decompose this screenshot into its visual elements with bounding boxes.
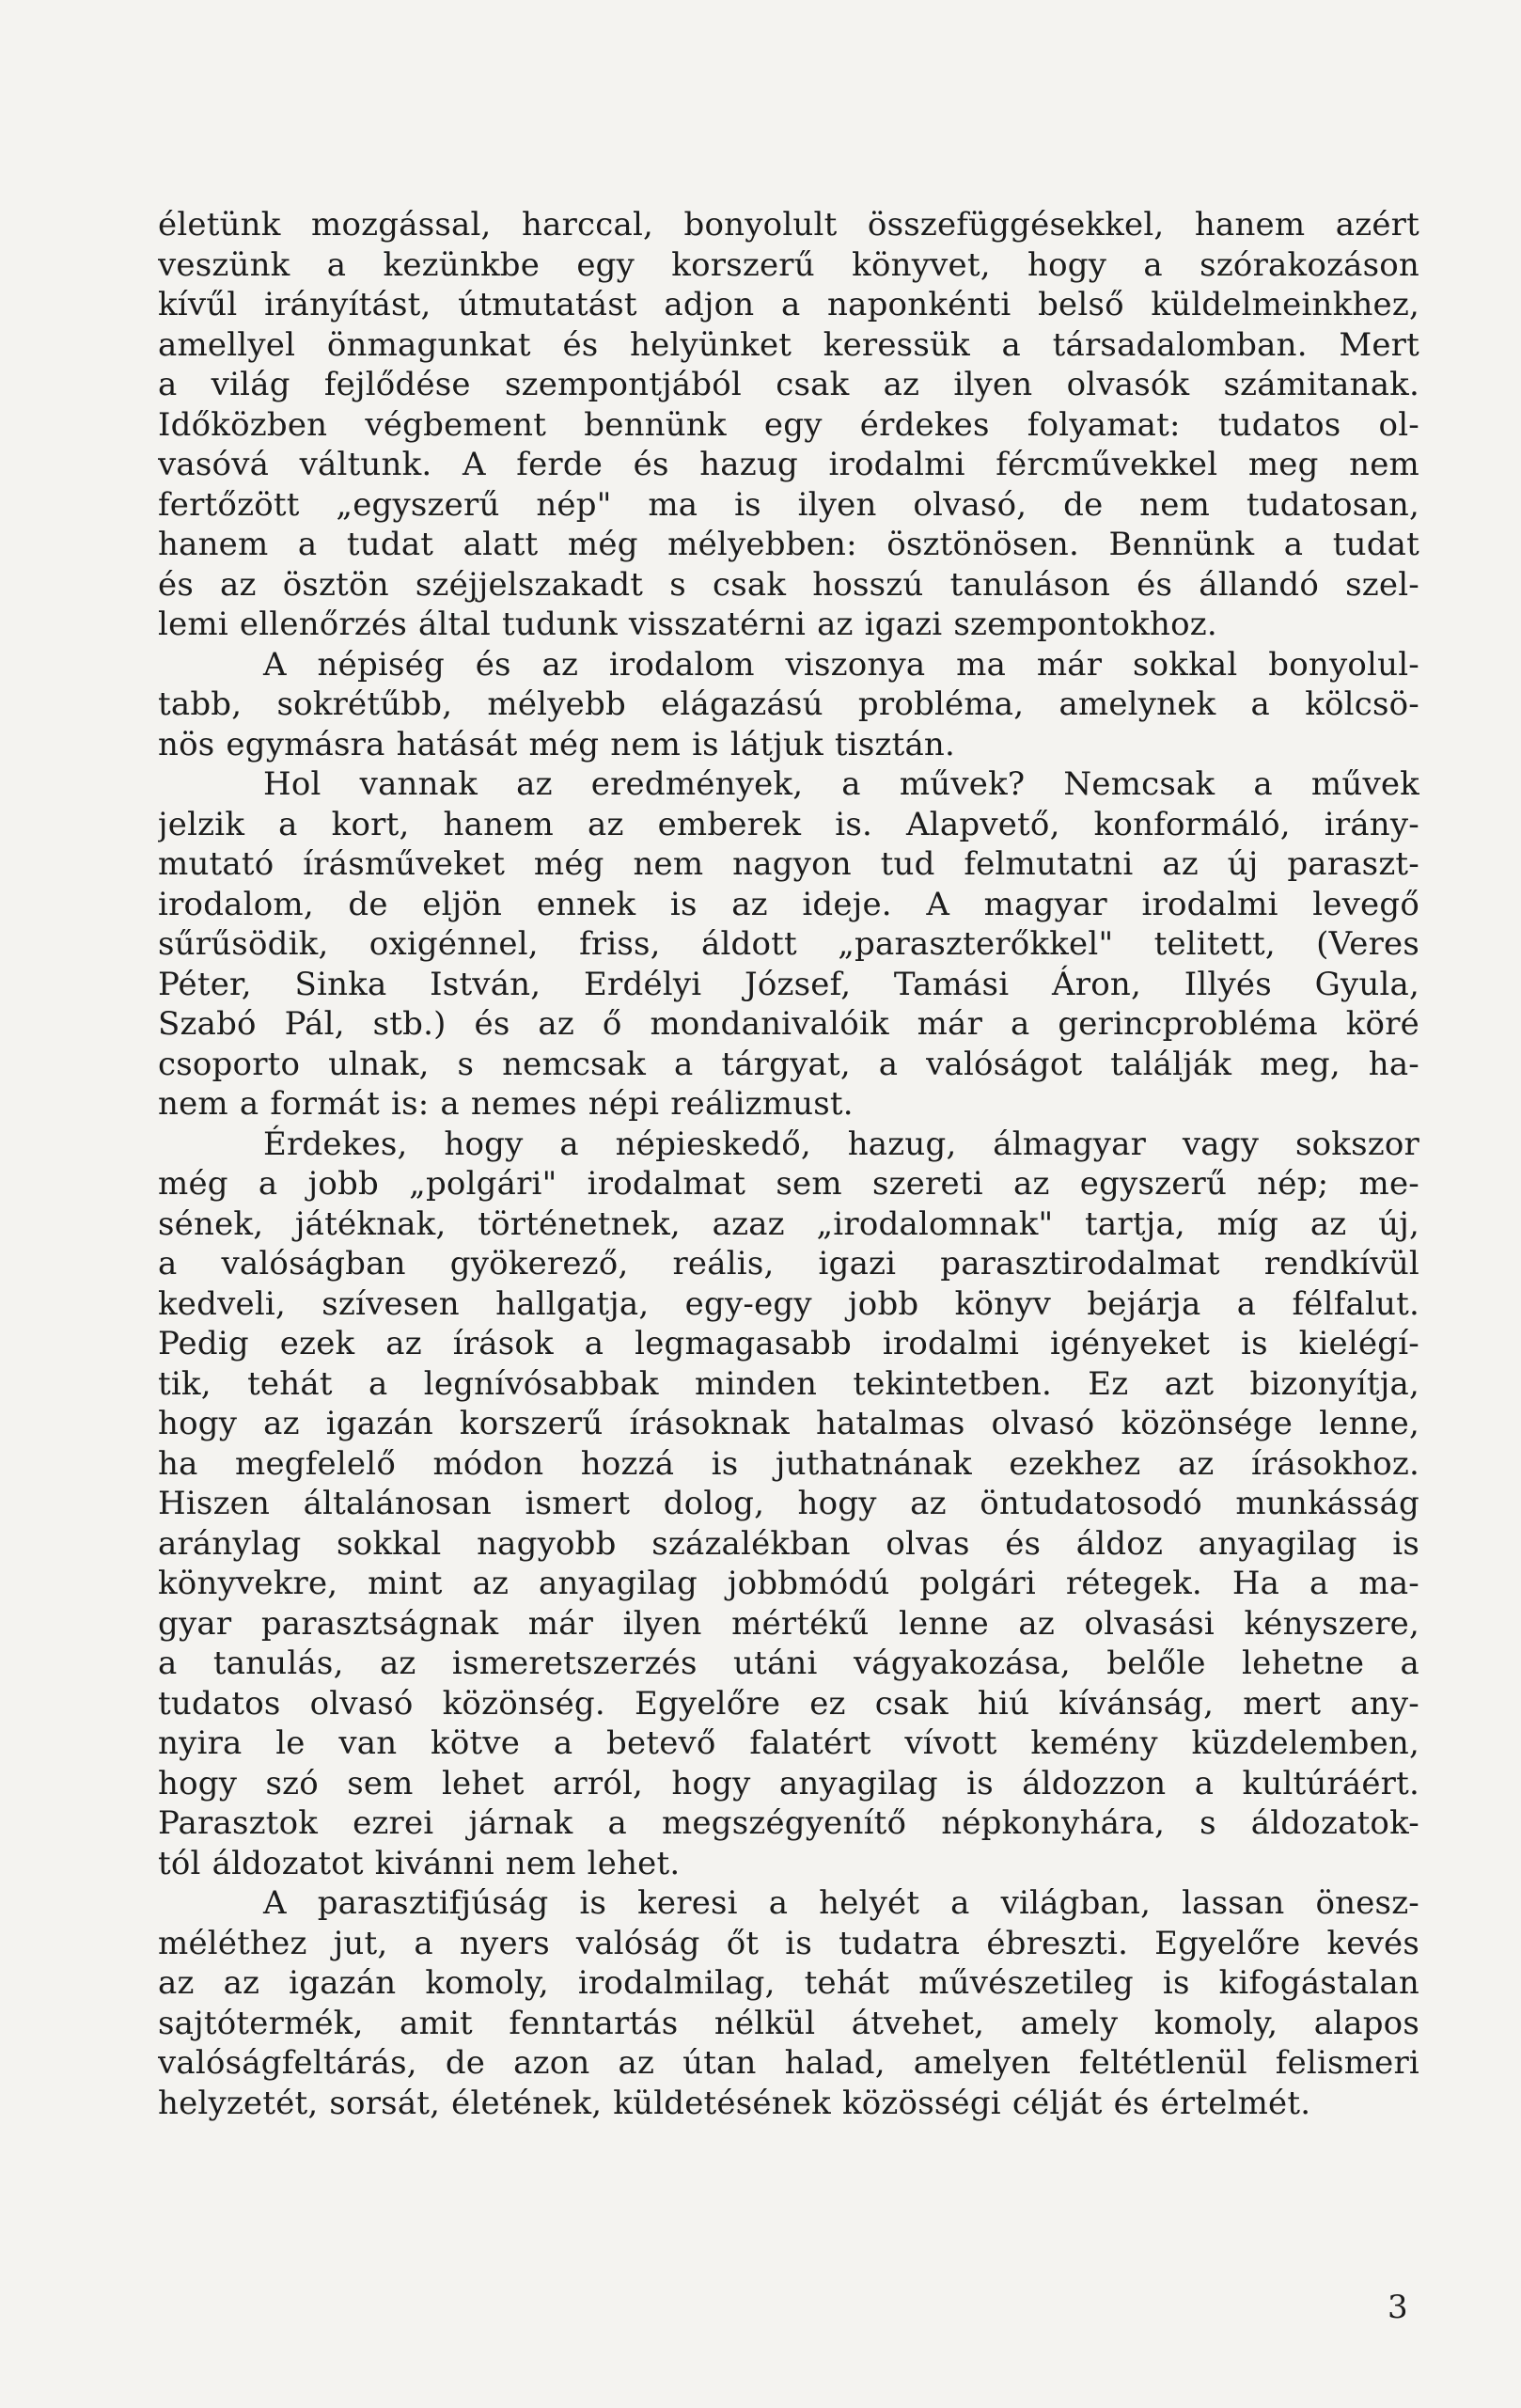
text-line: könyvekre, mint az anyagilag jobbmódú polgári rétegek. Ha a ma- bbox=[158, 1565, 1419, 1602]
text-line: még a jobb „polgári" irodalmat sem szereti az egyszerű nép; me- bbox=[158, 1165, 1419, 1203]
text-line: jelzik a kort, hanem az emberek is. Alapvető, konformáló, irány- bbox=[158, 805, 1419, 843]
text-line: A parasztifjúság is keresi a helyét a világban, lassan önesz- bbox=[263, 1884, 1419, 1922]
text-line: veszünk a kezünkbe egy korszerű könyvet, hogy a szórakozáson bbox=[158, 245, 1419, 284]
text-line: A népiség és az irodalom viszonya ma már sokkal bonyolul- bbox=[263, 645, 1419, 684]
text-line: az az igazán komoly, irodalmilag, tehát művészetileg is kifogástalan bbox=[158, 1964, 1419, 2002]
body-text bbox=[158, 205, 1419, 2123]
text-line: helyzetét, sorsát, életének, küldetésének közösségi célját és értelmét. bbox=[158, 2084, 1311, 2122]
text-line: csoporto ulnak, s nemcsak a tárgyat, a valóságot találják meg, ha- bbox=[158, 1045, 1419, 1083]
text-line: Parasztok ezrei járnak a megszégyenítő népkonyhára, s áldozatok- bbox=[158, 1804, 1419, 1842]
text-line: aránylag sokkal nagyobb százalékban olvas és áldoz anyagilag is bbox=[158, 1524, 1419, 1563]
text-line: hogy szó sem lehet arról, hogy anyagilag is áldozzon a kultúráért. bbox=[158, 1764, 1419, 1802]
text-line: Pedig ezek az írások a legmagasabb irodalmi igényeket is kielégí- bbox=[158, 1325, 1419, 1362]
paragraph bbox=[158, 205, 1419, 645]
text-line: Időközben végbement bennünk egy érdekes folyamat: tudatos ol- bbox=[158, 405, 1419, 444]
text-line: tik, tehát a legnívósabbak minden tekintetben. Ez azt bizonyítja, bbox=[158, 1364, 1419, 1403]
text-line: kedveli, szívesen hallgatja, egy-egy jobb könyv bejárja a félfalut. bbox=[158, 1284, 1419, 1323]
text-line: a valóságban gyökerező, reális, igazi parasztirodalmat rendkívül bbox=[158, 1245, 1419, 1283]
text-line: valóságfeltárás, de azon az útan halad, amelyen feltétlenül felismeri bbox=[158, 2044, 1419, 2082]
paragraph bbox=[158, 764, 1419, 1125]
text-line: amellyel önmagunkat és helyünket keressük a társadalomban. Mert bbox=[158, 325, 1419, 364]
text-line: Péter, Sinka István, Erdélyi József, Tamási Áron, Illyés Gyula, bbox=[158, 965, 1419, 1003]
text-line: nem a formát is: a nemes népi reálizmust. bbox=[158, 1085, 854, 1123]
text-line: és az ösztön széjjelszakadt s csak hosszú tanuláson és állandó szel- bbox=[158, 565, 1419, 604]
text-line: a tanulás, az ismeretszerzés utáni vágyakozása, belőle lehetne a bbox=[158, 1645, 1419, 1682]
text-line: tudatos olvasó közönség. Egyelőre ez csak hiú kívánság, mert any- bbox=[158, 1684, 1419, 1723]
paragraph bbox=[158, 1883, 1419, 2123]
text-line: életünk mozgással, harccal, bonyolult összefüggésekkel, hanem azért bbox=[158, 206, 1419, 244]
text-line: a világ fejlődése szempontjából csak az ilyen olvasók számitanak. bbox=[158, 366, 1419, 403]
text-line: sének, játéknak, történetnek, azaz „irodalomnak" tartja, míg az új, bbox=[158, 1204, 1419, 1243]
text-line: tabb, sokrétűbb, mélyebb elágazású probléma, amelynek a kölcsö- bbox=[158, 685, 1419, 723]
text-line: tól áldozatot kivánni nem lehet. bbox=[158, 1844, 681, 1882]
text-line: Hiszen általánosan ismert dolog, hogy az öntudatosodó munkásság bbox=[158, 1485, 1419, 1522]
text-line: méléthez jut, a nyers valóság őt is tudatra ébreszti. Egyelőre kevés bbox=[158, 1924, 1419, 1962]
text-line: mutató írásműveket még nem nagyon tud felmutatni az új paraszt- bbox=[158, 845, 1419, 883]
paragraph bbox=[158, 1125, 1419, 1884]
text-line: sűrűsödik, oxigénnel, friss, áldott „paraszterőkkel" telitett, (Veres bbox=[158, 925, 1419, 963]
text-line: lemi ellenőrzés által tudunk visszatérni az igazi szempontokhoz. bbox=[158, 606, 1217, 643]
text-line: gyar parasztságnak már ilyen mértékű lenne az olvasási kényszere, bbox=[158, 1604, 1419, 1643]
text-line: Érdekes, hogy a népieskedő, hazug, álmagyar vagy sokszor bbox=[263, 1125, 1419, 1163]
text-line: Szabó Pál, stb.) és az ő mondanivalóik már a gerincprobléma köré bbox=[158, 1005, 1419, 1043]
text-line: sajtótermék, amit fenntartás nélkül átvehet, amely komoly, alapos bbox=[158, 2004, 1419, 2042]
text-line: nös egymásra hatását még nem is látjuk tisztán. bbox=[158, 725, 956, 763]
text-line: fertőzött „egyszerű nép" ma is ilyen olvasó, de nem tudatosan, bbox=[158, 485, 1419, 524]
page-number: 3 bbox=[1388, 2289, 1408, 2326]
text-line: hogy az igazán korszerű írásoknak hatalmas olvasó közönsége lenne, bbox=[158, 1405, 1419, 1442]
text-line: kívűl irányítást, útmutatást adjon a naponkénti belső küldelmeinkhez, bbox=[158, 286, 1419, 323]
text-line: irodalom, de eljön ennek is az ideje. A magyar irodalmi levegő bbox=[158, 885, 1419, 923]
paragraph bbox=[158, 645, 1419, 765]
text-line: ha megfelelő módon hozzá is juthatnának ezekhez az írásokhoz. bbox=[158, 1444, 1419, 1483]
text-line: Hol vannak az eredmények, a művek? Nemcsak a művek bbox=[263, 765, 1419, 803]
text-line: vasóvá váltunk. A ferde és hazug irodalmi fércművekkel meg nem bbox=[158, 446, 1419, 483]
text-line: hanem a tudat alatt még mélyebben: ösztönösen. Bennünk a tudat bbox=[158, 526, 1419, 563]
text-line: nyira le van kötve a betevő falatért vívott kemény küzdelemben, bbox=[158, 1724, 1419, 1762]
